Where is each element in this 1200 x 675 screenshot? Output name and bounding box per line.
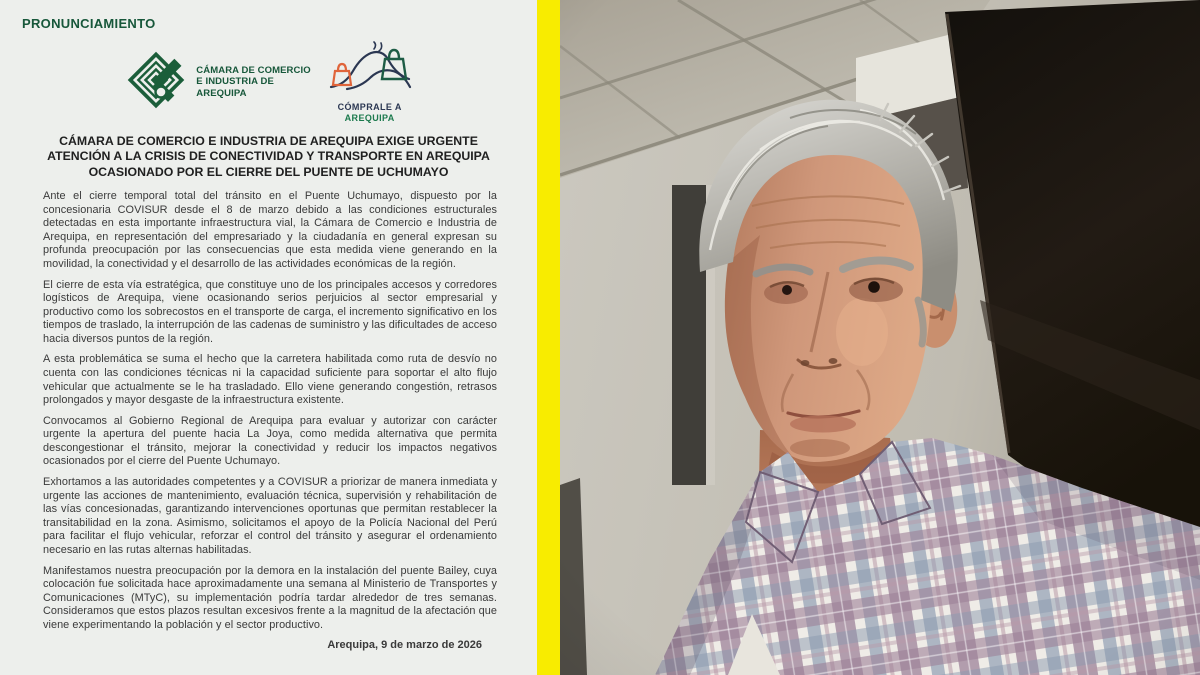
portrait-illustration [560,0,1200,675]
ccia-diamond-icon [124,48,188,117]
ccia-logo-text: CÁMARA DE COMERCIO E INDUSTRIA DE AREQUIPA [196,65,311,99]
paragraph-4: Convocamos al Gobierno Regional de Arequipa para evaluar y autorizar con carácter urgente la apertura del puente hacia La Joya, como medida alternativa que permita descongestionar el tránsito, mejorar la conectividad y reducir los impactos negativos ocasionados por el cierre del Puente Uchumayo. [43,414,497,468]
logo-row [0,43,537,121]
paragraph-3: A esta problemática se suma el hecho que la carretera habilitada como ruta de desvío no cuenta con las condiciones técnicas ni la capacidad suficiente para soportar el alto flujo vehicular que actualmente se le ha trasladado. Ello viene generando congestión, retrasos prolongados y mayor desgaste de la infraestructura existente. [43,353,497,407]
document-dateline: Arequipa, 9 de marzo de 2026 [327,639,482,652]
comprale-logo-text-2: AREQUIPA [344,112,395,123]
yellow-divider [537,0,560,675]
portrait-photo [560,0,1200,675]
paragraph-2: El cierre de esta vía estratégica, que constituye uno de los principales accesos y corredores logísticos de Arequipa, viene ocasionando serios perjuicios al sector empresarial y productivo como los sobrecostos en el transporte de carga, el incremento significativo en los tiempos de traslado, la interrupción de las cadenas de suministro y las dificultades de acceso hacia diversos puntos de la región. [43,278,497,345]
paragraph-1: Ante el cierre temporal total del tránsito en el Puente Uchumayo, dispuesto por la concesionaria COVISUR desde el 8 de marzo debido a las condiciones estructurales detectadas en esta importante infraestructura vial, la Cámara de Comercio e Industria de Arequipa, en representación del empresariado y la ciudadanía en general expresan su profunda preocupación por las consecuencias que esta medida viene generando en la movilidad, la conectividad y el desarrollo de las actividades económicas de la región. [43,190,497,270]
pronouncement-label: PRONUNCIAMIENTO [22,16,156,31]
comprale-mountain-icon [327,41,413,102]
paragraph-6: Manifestamos nuestra preocupación por la demora en la instalación del puente Bailey, cuya colocación fue solicitada hace aproximadamente una semana al Ministerio de Transportes y Comunicaciones (MTyC), su implementación podría tardar alrededor de tres semanas. Consideramos que estos plazos resultan excesivos frente a la magnitud de la afectación que viene experimentando la población y el sector productivo. [43,564,497,631]
paragraph-5: Exhortamos a las autoridades competentes y a COVISUR a priorizar de manera inmediata y urgente las acciones de mantenimiento, evaluación técnica, supervisión y rehabilitación de las vías concesionadas, garantizando intervenciones oportunas que permitan restablecer la transitabilidad en la zona. Asimismo, solicitamos el apoyo de la Policía Nacional del Perú para facilitar el flujo vehicular, reforzar el control del tránsito y asegurar el ordenamiento necesario en las rutas alternas habilitadas. [43,476,497,556]
pronouncement-document [0,0,537,675]
document-title: CÁMARA DE COMERCIO E INDUSTRIA DE AREQUIPA EXIGE URGENTE ATENCIÓN A LA CRISIS DE CONECTIVIDAD Y TRANSPORTE EN AREQUIPA OCASIONADO POR EL CIERRE DEL PUENTE DE UCHUMAYO [47,134,490,179]
comprale-logo-text-1: CÓMPRALE A [337,102,402,113]
photo-vignette [560,0,1200,675]
document-body [0,190,537,632]
ccia-logo [124,48,310,117]
comprale-logo [327,41,413,123]
